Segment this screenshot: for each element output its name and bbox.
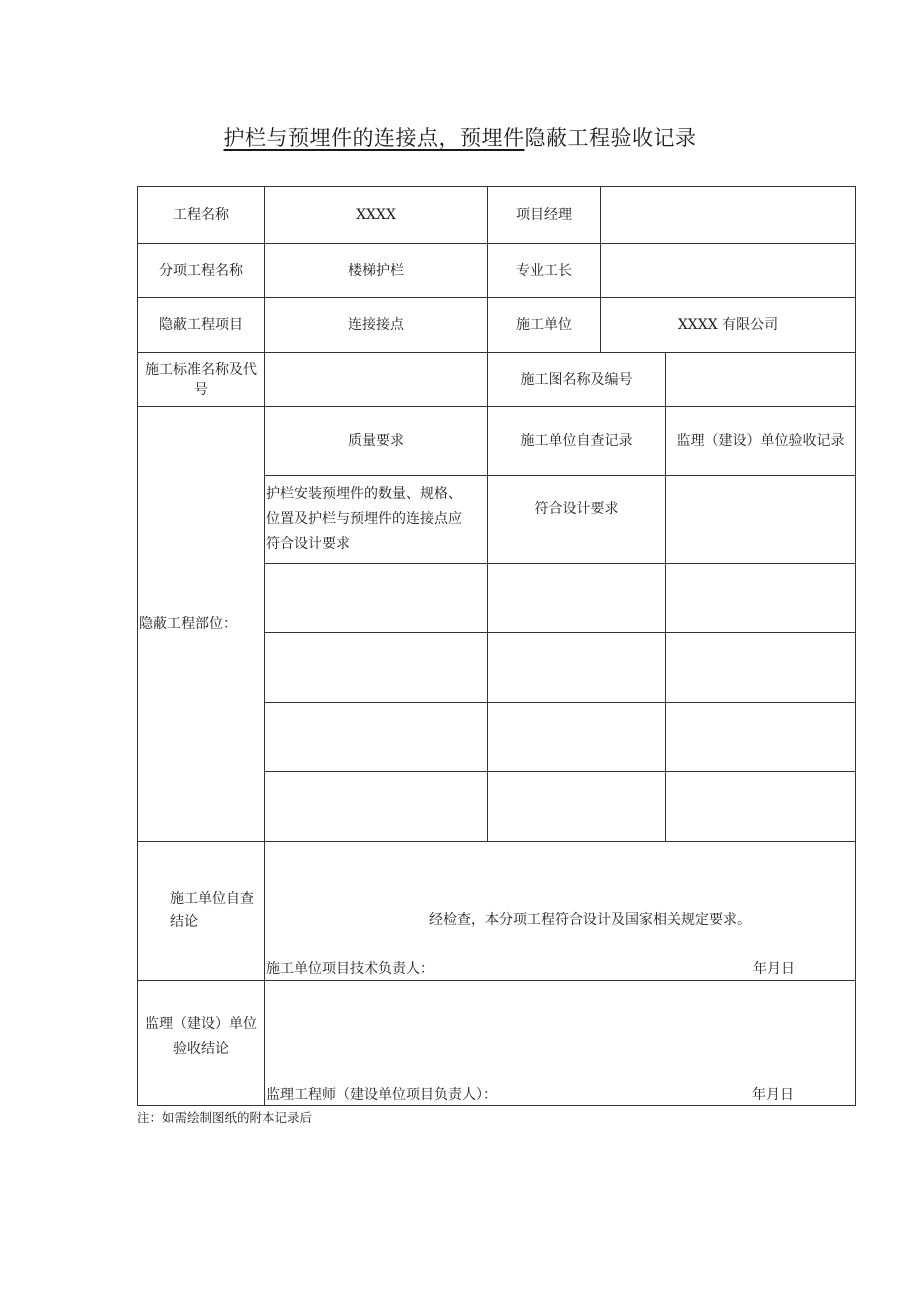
page-title bbox=[0, 122, 920, 152]
footnote: 注：如需绘制图纸的附本记录后 bbox=[137, 1110, 313, 1125]
supervision-conclusion-label-line1: 监理（建设）单位 bbox=[145, 1016, 257, 1032]
page-title-underlined: 护栏与预埋件的连接点，预埋件 bbox=[223, 126, 525, 150]
subproject-name-value[interactable]: 楼梯护栏 bbox=[348, 262, 404, 279]
supervision-conclusion-label bbox=[138, 981, 264, 1105]
construction-standard-label bbox=[138, 353, 264, 406]
self-check-conclusion-label bbox=[138, 842, 264, 980]
self-check-conclusion-label-line1: 施工单位自查 bbox=[170, 891, 254, 907]
quality-requirement-line2: 位置及护栏与预埋件的连接点应 bbox=[266, 511, 462, 527]
quality-requirement-line3: 符合设计要求 bbox=[266, 536, 350, 552]
self-check-record-header: 施工单位自查记录 bbox=[520, 433, 633, 449]
supervision-result[interactable] bbox=[666, 476, 855, 563]
hidden-work-item-label: 隐蔽工程项目 bbox=[159, 317, 243, 333]
quality-requirement-item bbox=[265, 476, 487, 563]
inspection-empty-cell[interactable] bbox=[265, 564, 487, 632]
page-title-rest: 隐蔽工程验收记录 bbox=[524, 126, 697, 150]
self-check-result[interactable]: 符合设计要求 bbox=[534, 501, 619, 517]
project-name-value[interactable]: XXXX bbox=[356, 207, 396, 223]
self-check-signer-label: 施工单位项目技术负责人： bbox=[266, 961, 434, 977]
quality-requirement-header: 质量要求 bbox=[348, 433, 404, 449]
project-manager-value[interactable] bbox=[601, 187, 855, 243]
inspection-empty-cell[interactable] bbox=[666, 564, 855, 632]
supervision-record-header: 监理（建设）单位验收记录 bbox=[676, 433, 845, 449]
project-manager-label: 项目经理 bbox=[516, 207, 572, 223]
hidden-work-item-value[interactable]: 连接接点 bbox=[348, 317, 404, 333]
construction-standard-label-line2: 号 bbox=[194, 381, 208, 398]
construction-standard-value[interactable] bbox=[265, 353, 487, 406]
self-check-date[interactable]: 年月日 bbox=[753, 961, 795, 977]
acceptance-record-form bbox=[137, 186, 856, 1106]
hidden-work-part-label: 隐蔽工程部位： bbox=[139, 616, 237, 632]
project-name-label: 工程名称 bbox=[173, 207, 229, 223]
quality-requirement-line1: 护栏安装预埋件的数量、规格、 bbox=[266, 486, 462, 502]
supervision-date[interactable]: 年月日 bbox=[752, 1087, 794, 1103]
drawing-name-label: 施工图名称及编号 bbox=[520, 371, 633, 388]
construction-unit-label: 施工单位 bbox=[516, 317, 572, 333]
drawing-name-value[interactable] bbox=[666, 353, 855, 406]
foreman-value[interactable] bbox=[601, 244, 855, 297]
foreman-label: 专业工长 bbox=[516, 262, 572, 279]
supervision-conclusion-label-line2: 验收结论 bbox=[173, 1041, 229, 1057]
inspection-empty-cell[interactable] bbox=[488, 564, 665, 632]
subproject-name-label: 分项工程名称 bbox=[159, 262, 243, 279]
self-check-conclusion-text: 经检查，本分项工程符合设计及国家相关规定要求。 bbox=[429, 912, 751, 928]
construction-unit-value[interactable]: XXXX 有限公司 bbox=[677, 317, 779, 333]
construction-standard-label-line1: 施工标准名称及代 bbox=[145, 361, 257, 378]
supervision-signer-label: 监理工程师（建设单位项目负责人）： bbox=[266, 1087, 497, 1103]
self-check-conclusion-label-line2: 结论 bbox=[170, 914, 198, 930]
